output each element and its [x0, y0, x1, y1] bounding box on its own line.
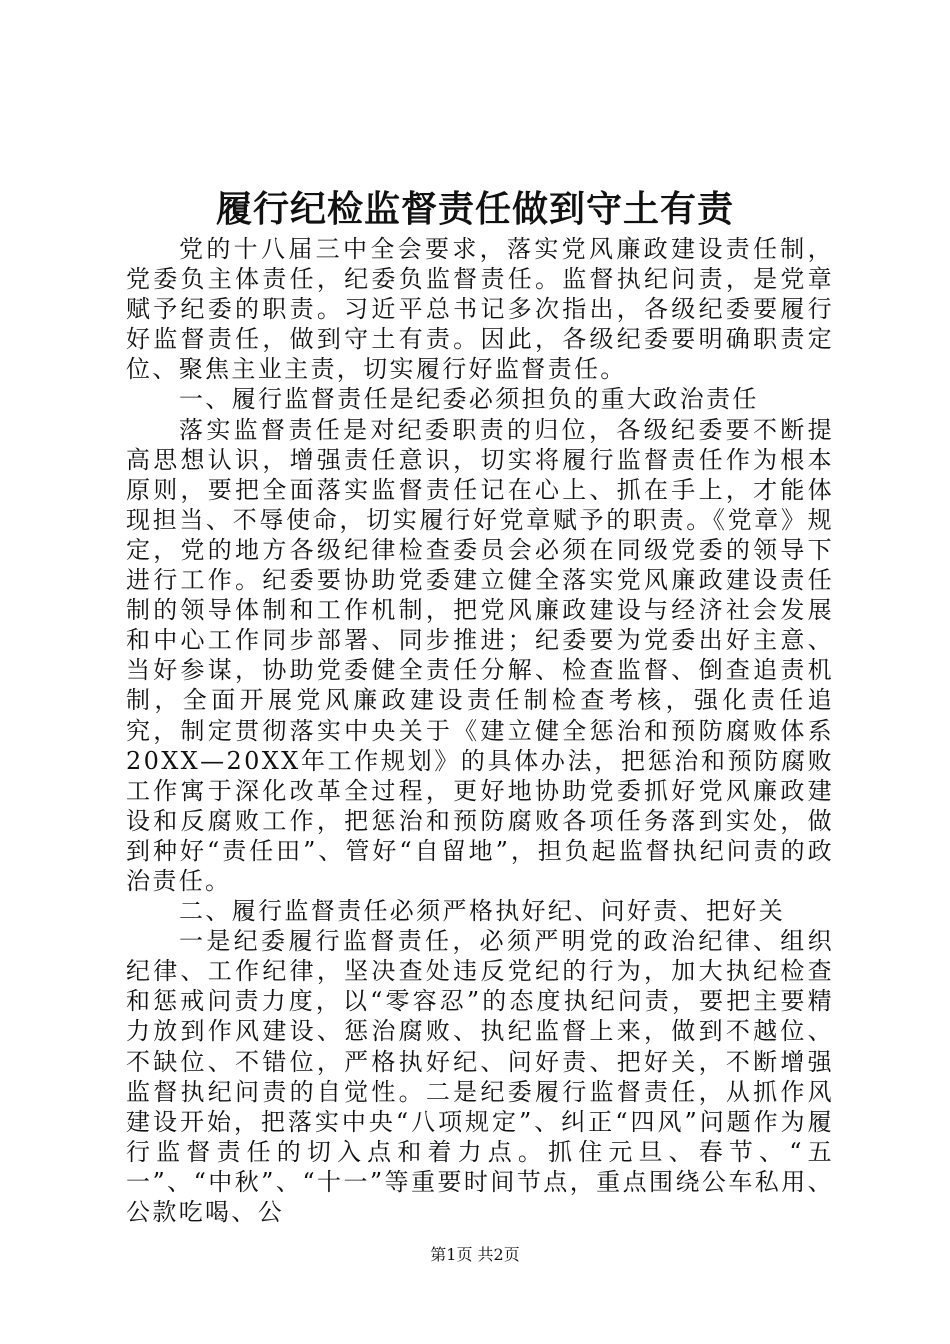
paragraph-section-2: 一是纪委履行监督责任，必须严明党的政治纪律、组织纪律、工作纪律，坚决查处违反党纪的行为，加大执纪检查和惩戒问责力度，以“零容忍”的态度执纪问责，要把主要精力放到作风建设、惩治腐败、执纪监督上来，做到不越位、不缺位、不错位，严格执好纪、问好责、把好关，不断增强监督执纪问责的自觉性。二是纪委履行监督责任，从抓作风建设开始，把落实中央“八项规定”、纠正“四风”问题作为履行监督责任的切入点和着力点。抓住元旦、春节、“五一”、“中秋”、“十一”等重要时间节点，重点围绕公车私用、公款吃喝、公: [126, 927, 834, 1226]
document-title: 履行纪检监督责任做到守土有责: [215, 188, 734, 230]
document-body: [126, 234, 834, 1227]
section-heading-2: 二、履行监督责任必须严格执好纪、问好责、把好关: [179, 897, 786, 926]
paragraph-intro: 党的十八届三中全会要求，落实党风廉政建设责任制，党委负主体责任，纪委负监督责任。监督执纪问责，是党章赋予纪委的职责。习近平总书记多次指出，各级纪委要履行好监督责任，做到守土有责。因此，各级纪委要明确职责定位、聚焦主业主责，切实履行好监督责任。: [126, 235, 834, 384]
section-heading-1: 一、履行监督责任是纪委必须担负的重大政治责任: [179, 385, 759, 414]
paragraph-section-1: 落实监督责任是对纪委职责的归位，各级纪委要不断提高思想认识，增强责任意识，切实将履行监督责任作为根本原则，要把全面落实监督责任记在心上、抓在手上，才能体现担当、不辱使命，切实履行好党章赋予的职责。《党章》规定，党的地方各级纪律检查委员会必须在同级党委的领导下进行工作。纪委要协助党委建立健全落实党风廉政建设责任制的领导体制和工作机制，把党风廉政建设与经济社会发展和中心工作同步部署、同步推进；纪委要为党委出好主意、当好参谋，协助党委健全责任分解、检查监督、倒查追责机制，全面开展党风廉政建设责任制检查考核，强化责任追究，制定贯彻落实中央关于《建立健全惩治和预防腐败体系20XX—20XX年工作规划》的具体办法，把惩治和预防腐败工作寓于深化改革全过程，更好地协助党委抓好党风廉政建设和反腐败工作，把惩治和预防腐败各项任务落到实处，做到种好“责任田”、管好“自留地”，担负起监督执纪问责的政治责任。: [126, 415, 834, 895]
page-footer: 第1页 共2页: [430, 1245, 520, 1264]
